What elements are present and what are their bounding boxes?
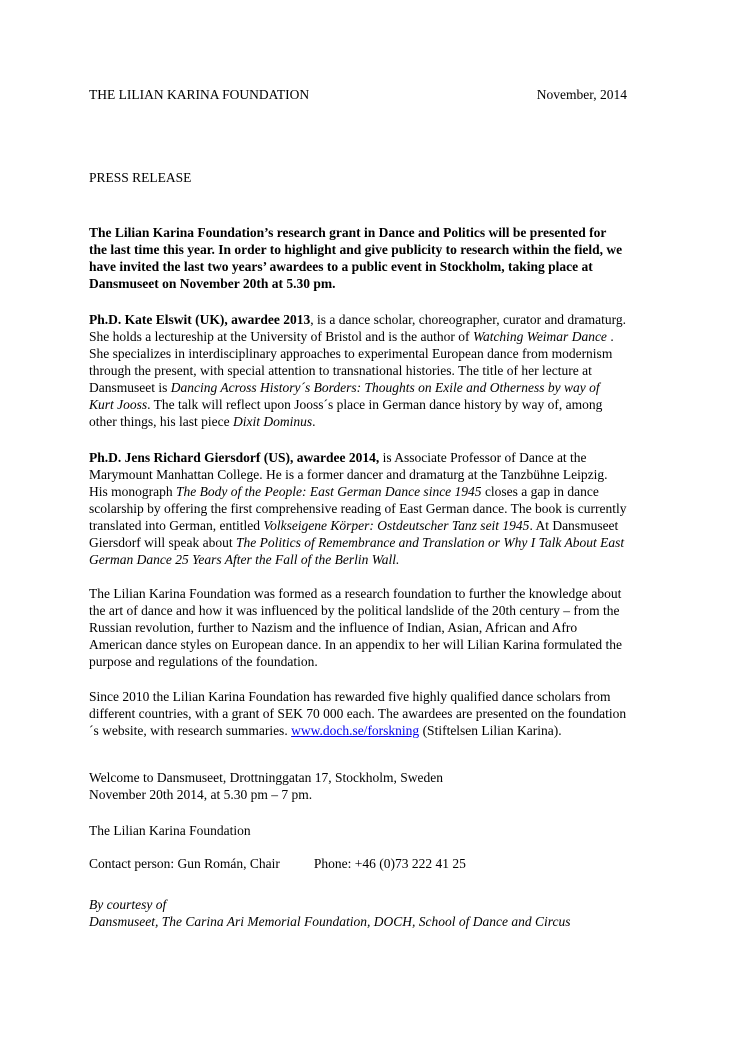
text-run: Since 2010 the Lilian Karina Foundation has rewarded five highly qualified dance scholars from different countries, with a grant of SEK 70 000 each. The awardees are presented on the foundation´s website, with research summaries. [89, 689, 627, 738]
paragraph-grants [89, 688, 627, 739]
paragraph-awardee-2013 [89, 311, 627, 430]
text-run: . The talk will reflect upon Jooss´s place in German dance history by way of, among other things, his last piece [89, 397, 603, 429]
text-run: is Associate Professor of Dance at the Marymount Manhattan College. He is a former dancer and dramaturg at the Tanzbühne Leipzig. His monograph [89, 450, 608, 499]
text-run: , is a dance scholar, choreographer, curator and dramaturg. She holds a lectureship at the University of Bristol and is the author of [89, 312, 627, 344]
courtesy-sponsors-line: Dansmuseet, The Carina Ari Memorial Foundation, DOCH, School of Dance and Circus [89, 914, 571, 929]
contact-phone: Phone: +46 (0)73 222 41 25 [313, 856, 466, 871]
text-run: Dixit Dominus [232, 414, 313, 429]
text-run: The Lilian Karina Foundation was formed as a research foundation to further the knowledge about the art of dance and how it was influenced by the political landslide of the 20th century – from the Russian revolution, further to Nazism and the influence of Indian, Asian, African and Afro American dance styles on European dance. In an appendix to her will Lilian Karina formulated the purpose and regulations of the foundation. [89, 586, 623, 669]
text-run: . [312, 414, 316, 429]
contact-row [89, 855, 627, 872]
paragraph-foundation-history [89, 585, 627, 670]
invitation-time-line: November 20th 2014, at 5.30 pm – 7 pm. [89, 787, 313, 802]
text-run: The Lilian Karina Foundation’s research grant in Dance and Politics will be presented for the last time this year. In order to highlight and give publicity to research within the field, we have invited the last two years’ awardees to a public event in Stockholm, taking place at Dansmuseet on November 20th at 5.30 pm. [89, 225, 623, 291]
document-date: November, 2014 [536, 87, 627, 102]
text-run: Watching Weimar Dance [472, 329, 611, 344]
paragraph-awardee-2014 [89, 449, 627, 568]
invitation-venue-line: Welcome to Dansmuseet, Drottninggatan 17, Stockholm, Sweden [89, 770, 443, 785]
press-release-label: PRESS RELEASE [89, 170, 192, 185]
text-run: The Politics of Remembrance and Translation or Why I Talk About East German Dance 25 Years After the Fall of the Berlin Wall. [89, 535, 625, 567]
signature-line: The Lilian Karina Foundation [89, 823, 251, 838]
invitation-block [89, 769, 627, 803]
text-run: . She specializes in interdisciplinary approaches to experimental European dance from modernism through the present, with special attention to transnational histories. The title of her lecture at Dansmuseet is [89, 329, 614, 395]
text-run: Ph.D. Kate Elswit (UK), awardee 2013 [89, 312, 311, 327]
text-run: Ph.D. Jens Richard Giersdorf (US), awardee 2014, [89, 450, 380, 465]
contact-person: Contact person: Gun Román, Chair [89, 856, 280, 871]
courtesy-intro-line: By courtesy of [89, 897, 167, 912]
text-run: . At Dansmuseet Giersdorf will speak about [89, 518, 619, 550]
paragraph-announcement [89, 224, 627, 292]
text-run: (Stiftelsen Lilian Karina). [419, 723, 562, 738]
text-run: Dancing Across History´s Borders: Thoughts on Exile and Otherness by way of Kurt Jooss [89, 380, 600, 412]
doch-website-link[interactable]: www.doch.se/forskning [291, 723, 420, 738]
text-run: The Body of the People: East German Dance since 1945 [176, 484, 482, 499]
document-header [89, 86, 627, 103]
foundation-title: THE LILIAN KARINA FOUNDATION [89, 87, 310, 102]
courtesy-block [89, 896, 627, 930]
text-run: Volkseigene Körper: Ostdeutscher Tanz seit 1945 [263, 518, 530, 533]
text-run: closes a gap in dance scolarship by offering the first comprehensive reading of East German dance. The book is currently translated into German, entitled [89, 484, 627, 533]
